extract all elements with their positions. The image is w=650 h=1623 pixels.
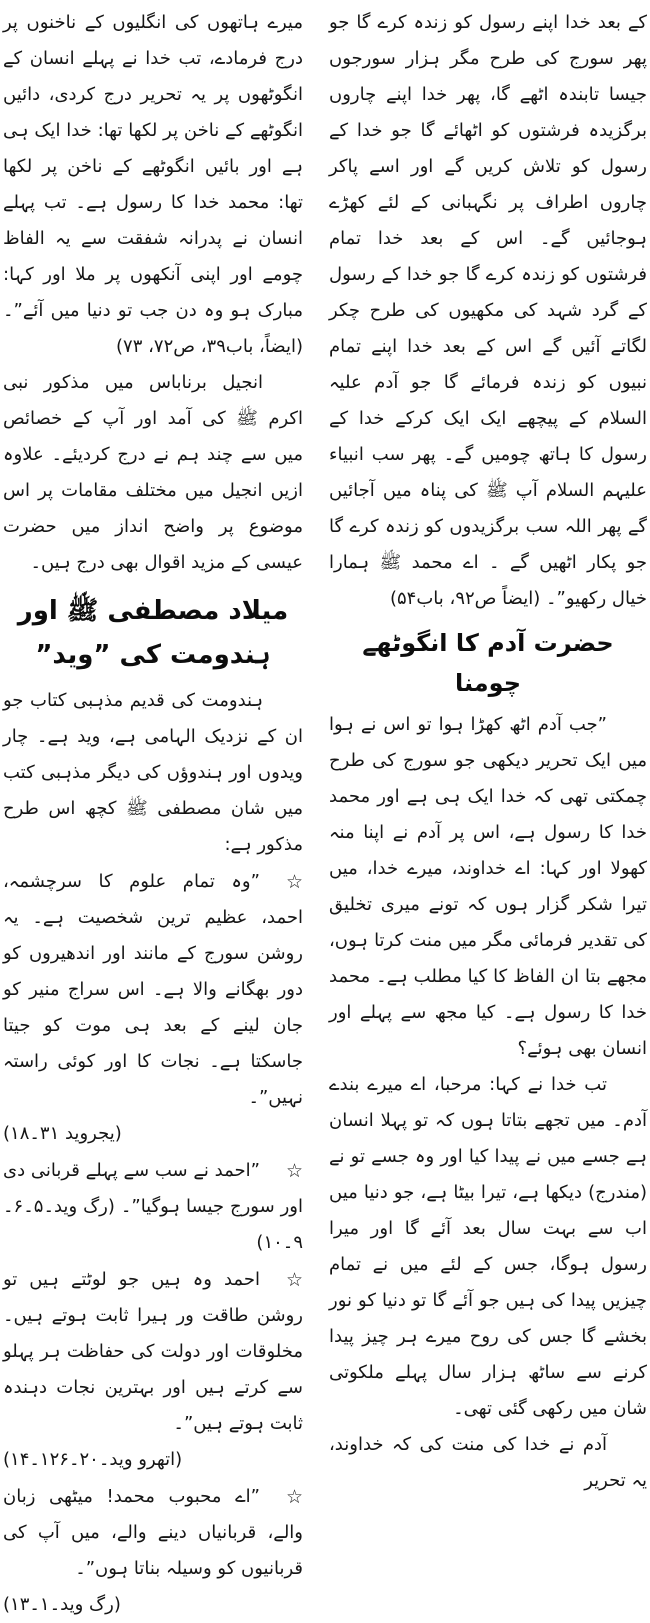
star-bullet-icon: ☆: [285, 1269, 303, 1291]
paragraph: ”جب آدم اٹھ کھڑا ہوا تو اس نے ہوا میں ایک تحریر دیکھی جو سورج کی طرح چمکتی تھی کہ خدا ایک ہی ہے اور محمد خدا کا رسول ہے، اس پر آدم نے اپنا منہ کھولا اور کہا: اے خداوند، میرے خدا، میں تیرا شکر گزار ہوں کہ تونے میری تخلیق کی تقدیر فرمائی مگر میں منت کرتا ہوں، مجھے بتا ان الفاظ کا کیا مطلب ہے۔ محمد خدا کا رسول ہے۔ کیا مجھ سے پہلے اور انسان بھی ہوئے؟: [329, 714, 647, 1059]
column-left: [3, 5, 303, 1615]
star-bullet-icon: ☆: [285, 1160, 303, 1182]
paragraph: میرے ہاتھوں کی انگلیوں کے ناخنوں پر درج فرمادے، تب خدا نے پہلے انسان کے انگوٹھوں پر یہ تحریر درج کردی، دائیں انگوٹھے کے ناخن پر لکھا تھا: خدا ایک ہی ہے اور بائیں انگوٹھے کے ناخن پر لکھا تھا: محمد خدا کا رسول ہے۔ تب پہلے انسان نے پدرانہ شفقت سے یہ الفاظ چومے اور اپنی آنکھوں پر ملا اور کہا: مبارک ہو وہ دن جب تو دنیا میں آئے”۔ (ایضاً، باب۳۹، ص۷۲، ۷۳): [3, 12, 303, 357]
starred-quote: [3, 1152, 303, 1261]
quote-text: احمد وہ ہیں جو لوٹتے ہیں تو روشن طاقت ور ہیرا ثابت ہوتے ہیں۔ مخلوقات اور دولت کی حفاظت ہر پہلو سے کرتے ہیں اور بہترین نجات دہندہ ثابت ہوتے ہیں”۔: [3, 1269, 303, 1434]
reference-citation: (اتھرو وید۔۲۰۔۱۲۶۔۱۴): [3, 1449, 183, 1470]
reference-citation: (یجروید ۳۱۔۱۸): [3, 1123, 122, 1144]
starred-quote: [3, 1478, 303, 1587]
section-heading: حضرت آدم کا انگوٹھے چومنا: [362, 629, 614, 697]
quote-text: ”وہ تمام علوم کا سرچشمہ، احمد، عظیم ترین شخصیت ہے۔ یہ روشن سورج کے مانند اور اندھیروں کو دور بھگانے والا ہے۔ اس سراج منیر کو جان لینے کے بعد ہی موت کو جیتا جاسکتا ہے۔ نجات کا اور کوئی راستہ نہیں”۔: [3, 871, 303, 1108]
star-bullet-icon: ☆: [285, 871, 303, 893]
section-heading: میلاد مصطفی ﷺ اور ہندومت کی ”وید”: [17, 596, 289, 670]
paragraph: آدم نے خدا کی منت کی کہ خداوند، یہ تحریر: [329, 1434, 647, 1491]
quote-text: ”اے محبوب محمد! میٹھی زبان والے، قربانیاں دینے والے، میں آپ کی قربانیوں کو وسیلہ بناتا ہوں”۔: [3, 1486, 303, 1579]
paragraph: تب خدا نے کہا: مرحبا، اے میرے بندے آدم۔ میں تجھے بتاتا ہوں کہ تو پہلا انسان ہے جسے میں نے پیدا کیا اور وہ جسے تو نے (مندرج) دیکھا ہے، تیرا بیٹا ہے، جو دنیا میں اب سے بہت سال بعد آئے گا اور میرا رسول ہوگا، جس کے لئے میں نے تمام چیزیں پیدا کی ہیں جو آئے گا تو دنیا کو نور بخشے گا جس کی روح میرے ہر چیز پیدا کرنے سے ساٹھ ہزار سال پہلے ملکوتی شان میں رکھی گئی تھی۔: [329, 1074, 647, 1419]
reference-citation: (رگ وید۔۱۔۱۳): [3, 1594, 121, 1615]
paragraph: انجیل برناباس میں مذکور نبی اکرم ﷺ کی آمد اور آپ کے خصائص میں سے چند ہم نے درج کردیئے۔ علاوہ ازیں انجیل میں مختلف مقامات پر اس موضوع پر واضح انداز میں حضرت عیسی کے مزید اقوال بھی درج ہیں۔: [3, 372, 303, 573]
quote-text: ”احمد نے سب سے پہلے قربانی دی اور سورج جیسا ہوگیا”۔ (رگ وید۔۵۔۶۔۹۔۱۰): [3, 1160, 303, 1253]
starred-quote: [3, 1261, 303, 1442]
paragraph: ہندومت کی قدیم مذہبی کتاب جو ان کے نزدیک الہامی ہے، وید ہے۔ چار ویدوں اور ہندوؤں کی دیگر مذہبی کتب میں شان مصطفی ﷺ کچھ اس طرح مذکور ہے:: [3, 690, 303, 855]
starred-quote: [3, 863, 303, 1116]
column-right: [329, 5, 647, 1491]
star-bullet-icon: ☆: [285, 1486, 303, 1508]
paragraph: کے بعد خدا اپنے رسول کو زندہ کرے گا جو پھر سورج کی طرح مگر ہزار سورجوں جیسا تابندہ اٹھے گا، پھر خدا اپنے چاروں برگزیدہ فرشتوں کو اٹھائے گا جو خدا کے رسول کو تلاش کریں گے اور اسے پاکر چاروں اطراف پر نگہبانی کے لئے کھڑے ہوجائیں گے۔ اس کے بعد خدا تمام فرشتوں کو زندہ کرے گا جو خدا کے رسول کے گرد شہد کی مکھیوں کی طرح چکر لگاتے آئیں گے اس کے بعد خدا اپنے تمام نبیوں کو زندہ فرمائے گا جو آدم علیہ السلام کے پیچھے ایک ایک کرکے خدا کے رسول کا ہاتھ چومیں گے۔ پھر سب انبیاء علیہم السلام آپ ﷺ کی پناہ میں آجائیں گے پھر اللہ سب برگزیدوں کو زندہ کرے گا جو پکار اٹھیں گے ۔ اے محمد ﷺ ہمارا خیال رکھیو”۔ (ایضاً ص۹۲، باب۵۴): [329, 12, 647, 609]
